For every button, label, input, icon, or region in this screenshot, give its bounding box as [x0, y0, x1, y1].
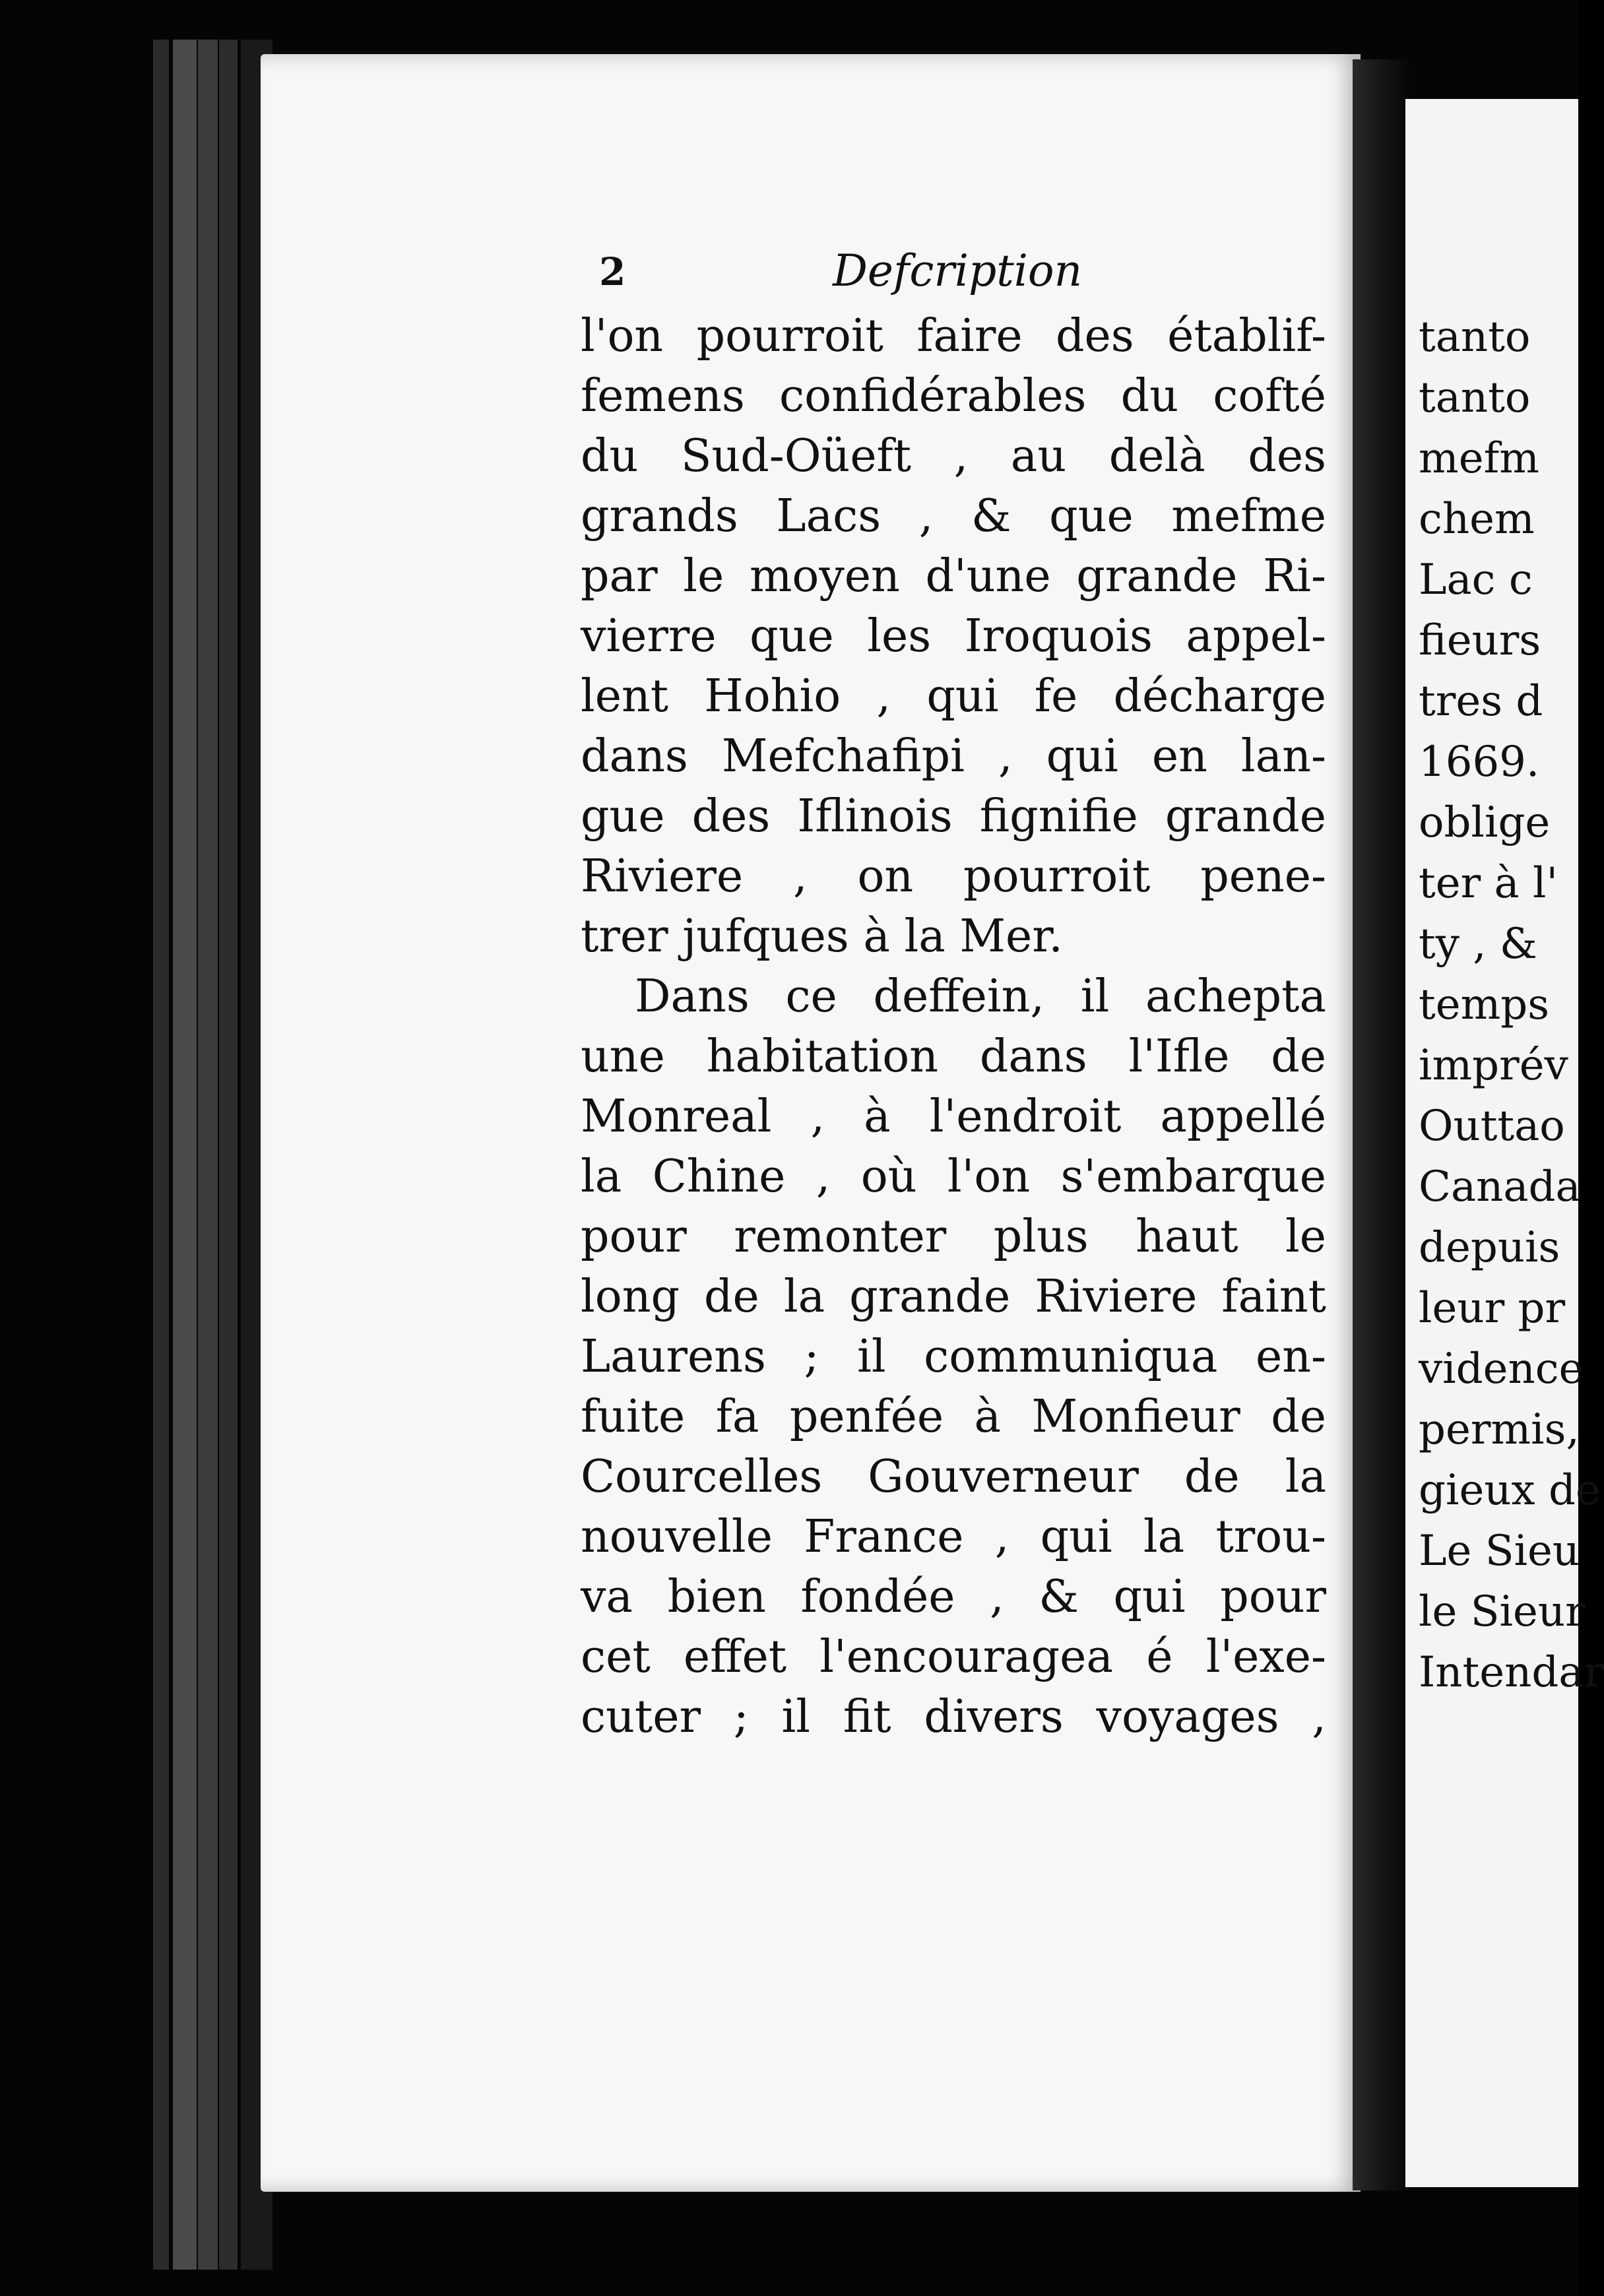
right-page-text — [1419, 307, 1604, 1703]
text-line: gue des Iflinois fignifie grande — [581, 790, 1326, 843]
book-edge — [198, 40, 218, 2270]
text-line: pour remonter plus haut le — [581, 1211, 1326, 1263]
text-line: nouvelle France , qui la trou- — [581, 1511, 1326, 1563]
text-line: fuite fa penfée à Monfieur de — [581, 1391, 1326, 1443]
text-line: 1669. — [1419, 738, 1540, 786]
text-line: l'on pourroit faire des établif- — [581, 310, 1326, 362]
text-line: vidence — [1419, 1345, 1584, 1393]
text-line: femens confidérables du cofté — [581, 370, 1326, 422]
book-edge — [153, 40, 169, 2270]
book-edge — [219, 40, 238, 2270]
text-line: la Chine , où l'on s'embarque — [581, 1151, 1326, 1203]
page-gutter — [1353, 59, 1412, 2190]
text-line: Outtao — [1419, 1102, 1565, 1151]
text-line: Lac c — [1419, 556, 1533, 604]
paragraph-start-line: Dans ce deffein, il achepta — [635, 971, 1326, 1023]
text-line: du Sud-Oüeft , au delà des — [581, 430, 1326, 482]
text-line: par le moyen d'une grande Ri- — [581, 550, 1326, 602]
text-line: ty , & — [1419, 920, 1537, 969]
text-line: permis, — [1419, 1405, 1580, 1454]
text-line: depuis — [1419, 1223, 1560, 1272]
text-line: tres d — [1419, 677, 1543, 726]
text-line: tanto — [1419, 313, 1531, 362]
text-line: Courcelles Gouverneur de la — [581, 1451, 1326, 1503]
page-number: 2 — [599, 249, 626, 294]
text-line: fieurs — [1419, 616, 1541, 665]
text-line: Le Sieu — [1419, 1527, 1580, 1576]
text-line: vierre que les Iroquois appel- — [581, 610, 1326, 662]
text-line: ter à l' — [1419, 859, 1558, 908]
text-line: Riviere , on pourroit pene- — [581, 850, 1326, 903]
text-line: leur pr — [1419, 1284, 1566, 1333]
left-page-text — [581, 245, 1326, 1747]
text-line: Intendar — [1419, 1648, 1604, 1697]
page-header — [581, 245, 1326, 306]
text-line: Laurens ; il communiqua en- — [581, 1331, 1326, 1383]
text-line: chem — [1419, 495, 1535, 544]
text-line: dans Mefchafipi , qui en lan- — [581, 730, 1326, 782]
text-line: cet effet l'encouragea é l'exe- — [581, 1631, 1326, 1683]
text-line: oblige — [1419, 798, 1551, 847]
running-head: Defcription — [833, 245, 1083, 296]
text-line: Canada — [1419, 1163, 1581, 1211]
text-line: gieux de — [1419, 1466, 1601, 1515]
text-line: cuter ; il fit divers voyages , — [581, 1691, 1326, 1743]
right-page — [1405, 99, 1604, 2187]
text-line: long de la grande Riviere faint — [581, 1271, 1326, 1323]
text-line: tanto — [1419, 373, 1531, 422]
book-edge — [173, 40, 197, 2270]
text-line: va bien fondée , & qui pour — [581, 1571, 1326, 1623]
text-line: le Sieur — [1419, 1587, 1586, 1636]
text-line: Monreal , à l'endroit appellé — [581, 1091, 1326, 1143]
text-line: trer jufques à la Mer. — [581, 910, 1063, 963]
text-line: imprév — [1419, 1041, 1568, 1090]
text-line: mefm — [1419, 434, 1539, 483]
text-line: grands Lacs , & que mefme — [581, 490, 1326, 542]
text-line: une habitation dans l'Ifle de — [581, 1031, 1326, 1083]
text-line: lent Hohio , qui fe décharge — [581, 670, 1326, 722]
text-line: temps — [1419, 980, 1550, 1029]
